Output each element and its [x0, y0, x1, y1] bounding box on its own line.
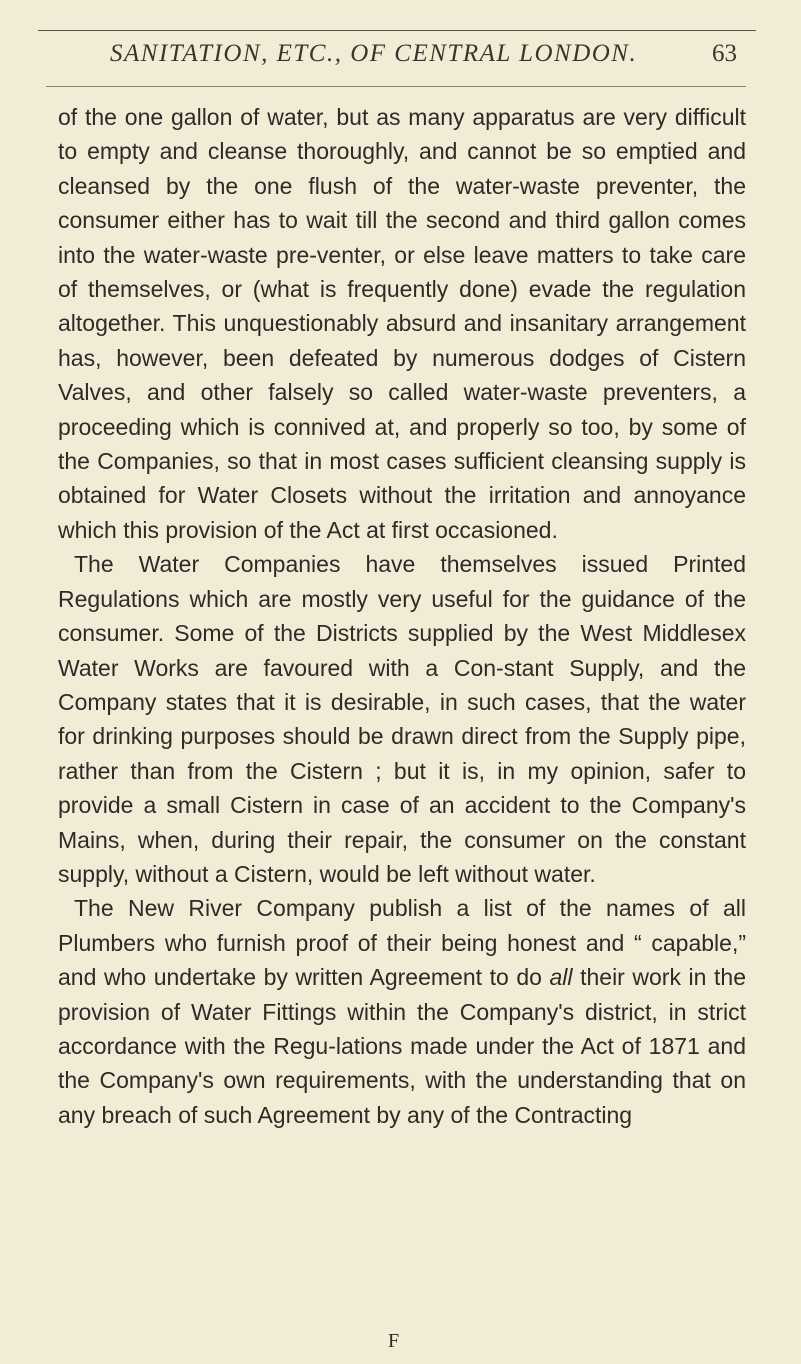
paragraph-3-text-after: their work in the provision of Water Fittings within the Company's district, in strict accordance with the Regu-lations made under the Act of 1871 and the Company's own requirements, with the understanding that on any breach of such Agreement by any of the Contracting [58, 964, 746, 1128]
paragraph-3-text-before: The New River Company publish a list of the names of all Plumbers who furnish proof of their being honest and “ capable,” and who undertake by written Agreement to do [58, 895, 746, 991]
header-top-rule [38, 30, 756, 31]
body-text [58, 100, 746, 1132]
header-bottom-rule [46, 86, 746, 87]
page-number: 63 [712, 40, 737, 67]
paragraph-3 [58, 891, 746, 1132]
paragraph-1: of the one gallon of water, but as many apparatus are very difficult to empty and cleanse thoroughly, and cannot be so emptied and cleansed by the one flush of the water-waste preventer, the consumer either has to wait till the second and third gallon comes into the water-waste pre-venter, or else leave matters to take care of themselves, or (what is frequently done) evade the regulation altogether. This unquestionably absurd and insanitary arrangement has, however, been defeated by numerous dodges of Cistern Valves, and other falsely so called water-waste preventers, a proceeding which is connived at, and properly so too, by some of the Companies, so that in most cases sufficient cleansing supply is obtained for Water Closets without the irritation and annoyance which this provision of the Act at first occasioned. [58, 104, 746, 543]
paragraph-3-emphasis: all [549, 964, 573, 991]
running-title: SANITATION, ETC., OF CENTRAL LONDON. [110, 40, 638, 67]
paragraph-2: The Water Companies have themselves issued Printed Regulations which are mostly very useful for the guidance of the consumer. Some of the Districts supplied by the West Middlesex Water Works are favoured with a Con-stant Supply, and the Company states that it is desirable, in such cases, that the water for drinking purposes should be drawn direct from the Supply pipe, rather than from the Cistern ; but it is, in my opinion, safer to provide a small Cistern in case of an accident to the Company's Mains, when, during their repair, the consumer on the constant supply, without a Cistern, would be left without water. [58, 551, 746, 887]
signature-mark: F [388, 1330, 400, 1352]
